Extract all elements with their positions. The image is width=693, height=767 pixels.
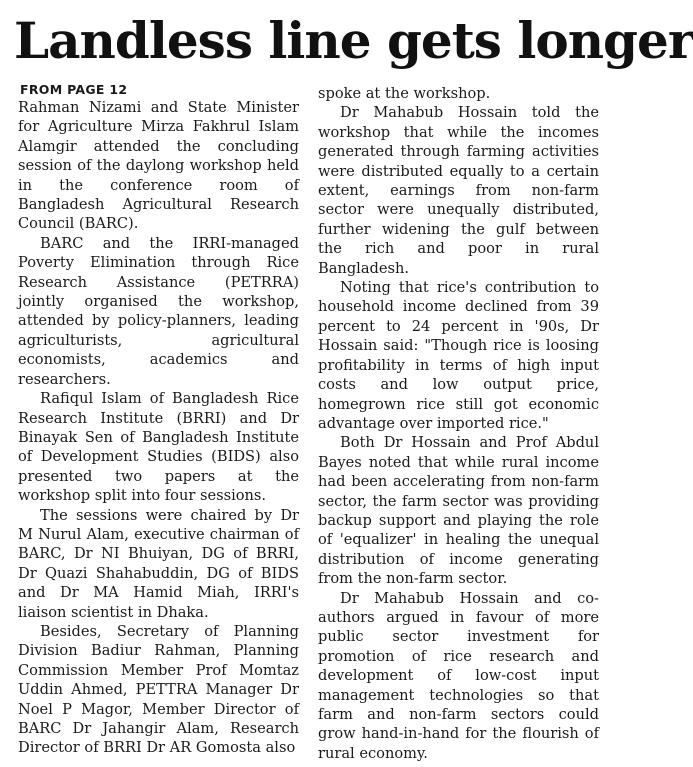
paragraph: Dr Mahabub Hossain told the workshop that while the incomes generated through farming activities were distributed equally to a certain extent, earnings from non-farm sector were unequally distributed, further widening the gulf between the rich and poor in rural Bangladesh.: [318, 104, 599, 277]
paragraph: Dr Mahabub Hossain and co-authors argued in favour of more public sector investment for promotion of rice research and development of low-cost input management technologies so that farm and non-farm sectors could grow hand-in-hand for the flourish of rural economy.: [318, 589, 599, 762]
paragraph: Rafiqul Islam of Bangladesh Rice Research Institute (BRRI) and Dr Binayak Sen of Bangladesh Institute of Development Studies (BIDS) also presented two papers at the workshop split into four sessions.: [18, 390, 299, 505]
article-column-left: [18, 82, 299, 758]
headline: Landless line gets longer: [14, 11, 693, 70]
paragraph: The sessions were chaired by Dr M Nurul Alam, executive chairman of BARC, Dr NI Bhuiyan, DG of BRRI, Dr Quazi Shahabuddin, DG of BIDS and Dr MA Hamid Miah, IRRI's liaison scientist in Dhaka.: [18, 506, 299, 621]
kicker-from-page: FROM PAGE 12: [20, 82, 128, 97]
paragraph: Both Dr Hossain and Prof Abdul Bayes noted that while rural income had been accelerating from non-farm sector, the farm sector was providing backup support and playing the role of 'equalizer' in healing the unequal distribution of income generating from the non-farm sector.: [318, 434, 599, 588]
article-column-right: [318, 84, 599, 763]
paragraph: Noting that rice's contribution to household income declined from 39 percent to 24 percent in '90s, Dr Hossain said: "Though rice is loosing profitability in terms of high input costs and low output price, homegrown rice still got economic advantage over imported rice.": [318, 279, 599, 432]
paragraph: Besides, Secretary of Planning Division Badiur Rahman, Planning Commission Member Prof Momtaz Uddin Ahmed, PETTRA Manager Dr Noel P Magor, Member Director of BARC Dr Jahangir Alam, Research Director of BRRI Dr AR Gomosta also: [18, 622, 299, 757]
paragraph: spoke at the workshop.: [318, 85, 491, 102]
paragraph: BARC and the IRRI-managed Poverty Elimination through Rice Research Assistance (PETRRA) jointly organised the workshop, attended by policy-planners, leading agriculturists, agricultural economists, academics and researchers.: [18, 234, 299, 388]
paragraph: Rahman Nizami and State Minister for Agriculture Mirza Fakhrul Islam Alamgir attended the concluding session of the daylong workshop held in the conference room of Bangladesh Agricultural Research Council (BARC).: [18, 99, 299, 233]
